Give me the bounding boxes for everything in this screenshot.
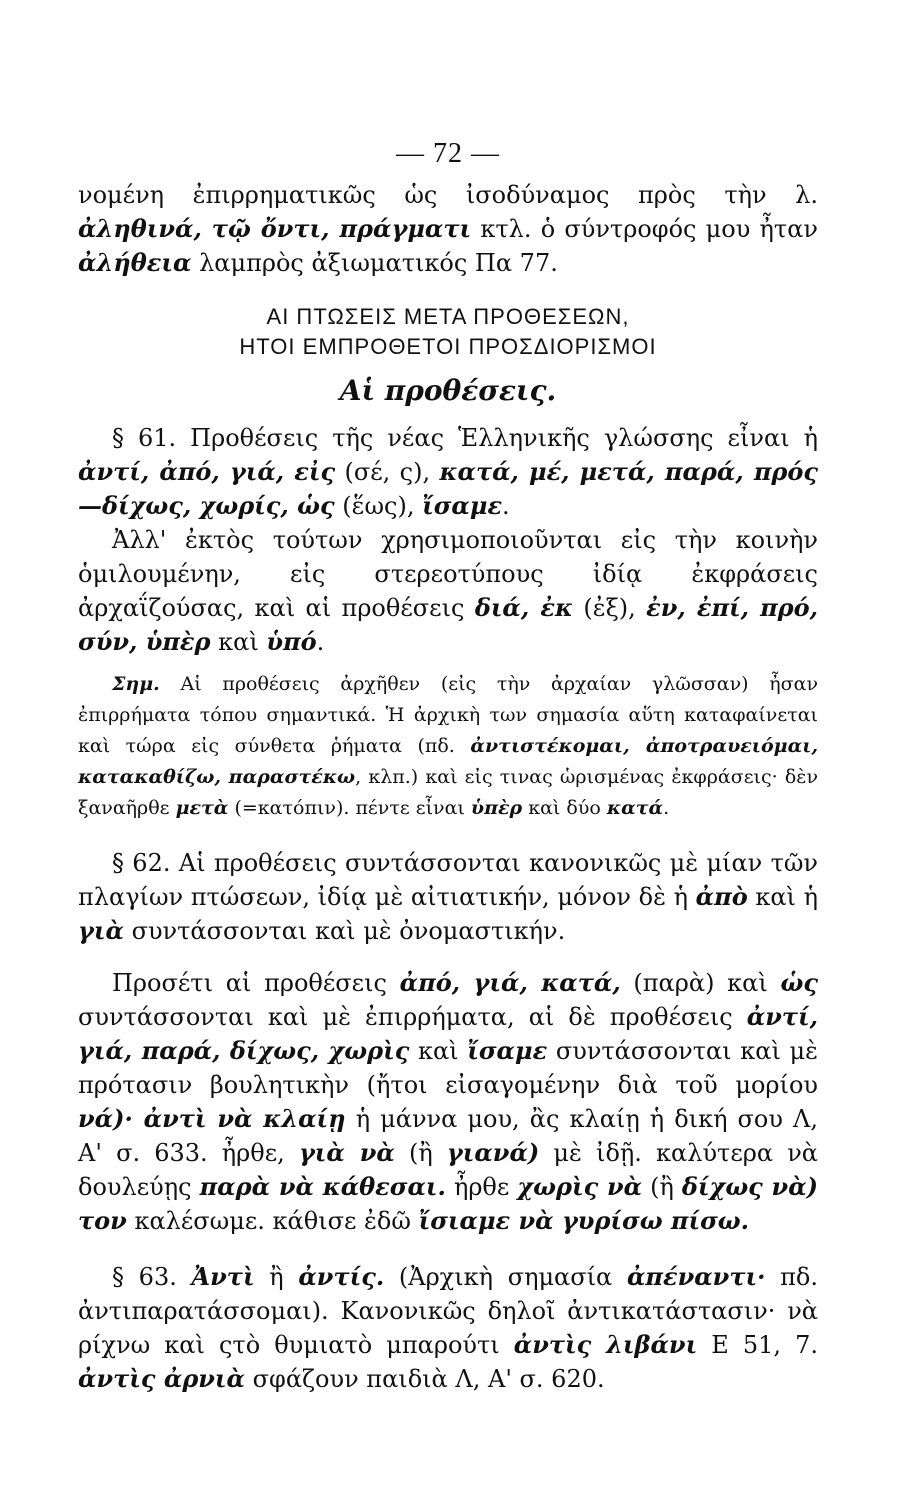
s61-bold: ἀντί, ἀπό, γιά, εἰς bbox=[78, 457, 336, 486]
note-bold: ὑπὲρ bbox=[470, 797, 523, 819]
section-61 bbox=[78, 421, 818, 523]
s63-bold: ἀντίς. bbox=[298, 1262, 385, 1291]
note-text: καὶ δύο bbox=[522, 797, 607, 819]
s63-text: Ε 51, 7. bbox=[697, 1331, 819, 1359]
section-62-continued bbox=[78, 966, 818, 1238]
s63-text: § 63. bbox=[112, 1263, 192, 1291]
heading-line-1: ΑΙ ΠΤΩΣΕΙΣ ΜΕΤΑ ΠΡΟΘΕΣΕΩΝ, bbox=[266, 304, 630, 329]
s62-text: συντάσσονται καὶ μὲ ὀνομαστικήν. bbox=[123, 917, 566, 945]
s61-bold: ἴσαμε bbox=[422, 491, 503, 520]
s62b-bold: ὡς bbox=[780, 968, 818, 997]
note-bold: ἀντιστέκομαι, ἀποτραυειόμαι, κατακαθίζω, παραστέκω bbox=[78, 735, 819, 788]
s62b-text: ἦρθε bbox=[445, 1173, 518, 1201]
intro-bold: ἀληθινά, τῷ ὄντι, πράγματι bbox=[78, 214, 472, 243]
s61b-text: (ἐξ), bbox=[572, 594, 647, 622]
intro-paragraph bbox=[78, 178, 818, 280]
s62b-text: μὲ ἰδῇ. καλύτερα νὰ δουλεύῃς bbox=[78, 1139, 819, 1201]
s63-bold: ἀντὶς λιβάνι bbox=[513, 1330, 698, 1359]
heading-line-2: ΗΤΟΙ ΕΜΠΡΟΘΕΤΟΙ ΠΡΟΣΔΙΟΡΙΣΜΟΙ bbox=[239, 334, 657, 359]
s62b-bold: γιὰ νὰ bbox=[298, 1138, 395, 1167]
s62-text: καὶ ἡ bbox=[747, 883, 818, 911]
s63-bold: Ἀντὶ bbox=[191, 1262, 255, 1291]
note-bold: μετὰ bbox=[175, 797, 229, 819]
s62b-bold: ἴσιαμε νὰ γυρίσω πίσω. bbox=[418, 1206, 750, 1235]
s62b-text: (ἢ bbox=[642, 1173, 682, 1201]
s62b-bold: παρὰ νὰ κάθεσαι. bbox=[199, 1172, 446, 1201]
note-bold: κατά bbox=[606, 797, 664, 819]
s62-text: § 62. Αἱ προθέσεις συντάσσονται κανονικῶς μὲ μίαν τῶν πλαγίων πτώσεων, ἰδίᾳ μὲ αἰτιατικήν, μόνον δὲ ἡ bbox=[78, 849, 818, 911]
s63-bold: ἀντὶς ἀρνιὰ bbox=[78, 1364, 246, 1393]
s62b-bold: χωρὶς νὰ bbox=[517, 1172, 643, 1201]
intro-text: νομένη ἐπιρρηματικῶς ὡς ἰσοδύναμος πρὸς τὴν λ. bbox=[78, 181, 818, 209]
s63-bold: ἀπέναντι· bbox=[626, 1262, 766, 1291]
s62b-bold: γιανά) bbox=[446, 1138, 540, 1167]
page-number: — 72 — bbox=[396, 138, 500, 169]
s63-text: πδ. ἀντιπαρατάσσομαι). Κανονικῶς δηλοῖ ἀντικατάστασιν· νὰ ρίχνω καὶ ςτὸ θυμιατὸ μπαρούτι bbox=[78, 1263, 818, 1359]
s61-bold: κατά, μέ, μετά, παρά, πρός—δίχως, χωρίς, ὡς bbox=[78, 457, 818, 520]
section-63 bbox=[78, 1260, 818, 1396]
s63-text: (Ἀρχικὴ σημασία bbox=[384, 1263, 627, 1291]
s61b-text: . bbox=[316, 628, 325, 656]
section-62 bbox=[78, 846, 818, 948]
s61b-text: Ἀλλ' ἐκτὸς τούτων χρησιμοποιοῦνται εἰς τὴν κοινὴν ὁμιλουμένην, εἰς στερεοτύπους ἰδίᾳ ἐκφράσεις ἀρχαΐζούσας, καὶ αἱ προθέσεις bbox=[78, 526, 818, 622]
s62b-bold: ἀπό, γιά, κατά, bbox=[399, 968, 621, 997]
s62-bold: γιὰ bbox=[78, 916, 124, 945]
intro-text: κτλ. ὁ σύντροφός μου ἦταν bbox=[471, 215, 818, 243]
s61-text: . bbox=[502, 492, 510, 520]
s62b-bold: ἴσαμε bbox=[467, 1036, 548, 1065]
note-text: , κλπ.) καὶ εἰς τινας ὡρισμένας ἐκφράσεις· δὲν ξαναῆρθε bbox=[78, 766, 819, 819]
s62b-text: (ἢ bbox=[394, 1139, 447, 1167]
chapter-heading bbox=[78, 302, 818, 362]
note-text: . bbox=[663, 797, 670, 819]
s62b-text: καλέσωμε. κάθισε ἐδῶ bbox=[126, 1207, 419, 1235]
note-text: Αἱ προθέσεις ἀρχῆθεν (εἰς τὴν ἀρχαίαν γλῶσσαν) ἦσαν ἐπιρρήματα τόπου σημαντικά. Ἡ ἀρχικὴ των σημασία αὕτη καταφαίνεται καὶ τώρα εἰς σύνθετα ῥήματα (πδ. bbox=[78, 673, 818, 757]
s61-text: § 61. Προθέσεις τῆς νέας Ἑλληνικῆς γλώσσης εἶναι ἡ bbox=[112, 424, 818, 452]
s62b-bold: δίχως νὰ) τον bbox=[78, 1172, 819, 1235]
s62-bold: ἀπὸ bbox=[695, 882, 748, 911]
s62b-text: Προσέτι αἱ προθέσεις bbox=[112, 969, 400, 997]
s61b-bold: ὑπό bbox=[266, 627, 317, 656]
section-61-continued bbox=[78, 523, 818, 659]
note-text: (=κατόπιν). πέντε εἶναι bbox=[228, 797, 471, 819]
s62b-text: (παρὰ) καὶ bbox=[620, 969, 781, 997]
note-label: Σημ. bbox=[112, 673, 160, 695]
s61-text: (ἕως), bbox=[334, 492, 423, 520]
s61b-text: καὶ bbox=[210, 628, 267, 656]
s61-text: (σέ, ς), bbox=[335, 458, 440, 486]
s61b-bold: ἐν, ἐπί, πρό, σύν, ὑπὲρ bbox=[78, 593, 818, 656]
s62b-bold: νά)· ἀντὶ νὰ κλαίῃ bbox=[78, 1104, 346, 1133]
s62b-text: συντάσσονται καὶ μὲ ἐπιρρήματα, αἱ δὲ προθέσεις bbox=[78, 1003, 747, 1031]
s62b-text: συντάσσονται καὶ μὲ πρότασιν βουλητικὴν (ἤτοι εἰσαγομένην διὰ τοῦ μορίου bbox=[78, 1037, 819, 1099]
intro-text: λαμπρὸς ἀξιωματικός Πα 77. bbox=[191, 249, 558, 277]
s62b-text: ἡ μάννα μου, ἂς κλαίῃ ἡ δική σου Λ, Α' σ. 633. ἦρθε, bbox=[78, 1105, 819, 1167]
s61b-bold: διά, ἐκ bbox=[474, 593, 573, 622]
s62b-text: καὶ bbox=[409, 1037, 468, 1065]
s63-text: ἢ bbox=[254, 1263, 299, 1291]
s63-text: σφάζουν παιδιὰ Λ, Α' σ. 620. bbox=[245, 1365, 605, 1393]
intro-bold: ἀλήθεια bbox=[78, 248, 192, 277]
note-paragraph bbox=[78, 669, 818, 824]
s62b-bold: ἀντί, γιά, παρά, δίχως, χωρὶς bbox=[78, 1002, 818, 1065]
section-subheading: Αἱ προθέσεις. bbox=[339, 374, 557, 407]
